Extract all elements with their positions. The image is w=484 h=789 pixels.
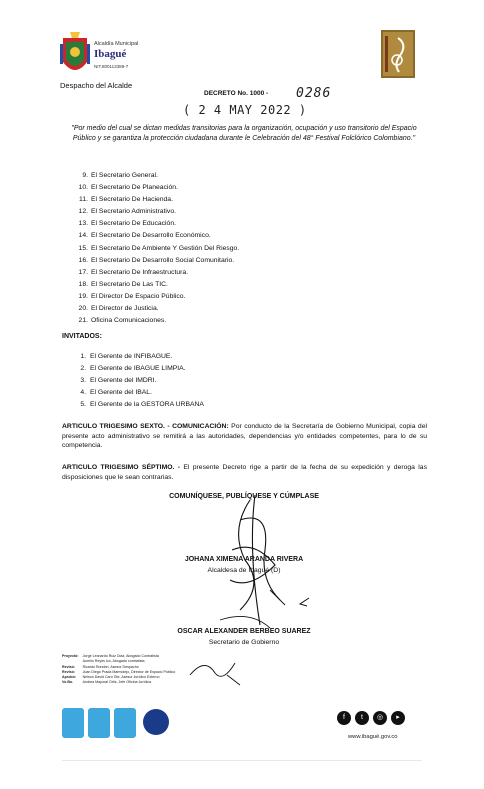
signer2-name: OSCAR ALEXANDER BERBEO SUAREZ (177, 628, 311, 635)
footer-divider (62, 760, 422, 761)
list-item-text: Oficina Comunicaciones. (91, 317, 167, 325)
list-item (76, 291, 239, 303)
article-36 (62, 422, 427, 451)
youtube-icon[interactable]: ▸ (391, 711, 405, 725)
credits-initials-scrawl (185, 655, 245, 690)
list-item-number: 14. (78, 232, 88, 240)
list-item (76, 255, 239, 267)
invitados-heading: INVITADOS: (62, 333, 102, 340)
icontec-badge-1 (62, 708, 84, 738)
list-item-number: 15. (78, 244, 88, 252)
org-name: Ibagué (94, 48, 127, 60)
list-item-text: El Gerente del IMDRI. (90, 377, 157, 384)
credit-person: Aurelio Reyes Ico, Abogado contratista (82, 659, 145, 664)
list-item (76, 375, 204, 387)
list-item-text: El Secretario De Planeación. (91, 184, 178, 192)
office-label: Despacho del Alcalde (60, 81, 133, 90)
instagram-icon[interactable]: ◎ (373, 711, 387, 725)
list-item-text: El Secretario De Desarrollo Económico. (91, 232, 211, 240)
org-nit: NIT.800113389-7 (94, 64, 129, 69)
list-item-number: 10. (78, 184, 88, 192)
credit-person: Andrea Mayoral Ortiz, Jefe Oficina Jurídica (82, 680, 152, 685)
closing-formula: COMUNÍQUESE, PUBLÍQUESE Y CÚMPLASE (169, 493, 319, 500)
list-item-text: El Gerente de IBAGUE LIMPIA. (90, 365, 186, 372)
list-item (76, 351, 204, 363)
members-list (76, 170, 239, 327)
list-item (76, 170, 239, 182)
signer1-name: JOHANA XIMENA ARANDA RIVERA (184, 556, 304, 563)
list-item-text: El Gerente del IBAL. (90, 389, 152, 396)
certification-seal (143, 709, 169, 735)
list-item-text: El Secretario De Infraestructura. (91, 268, 189, 276)
article-37-body: El presente Decreto rige a partir de la fecha de su expedición y deroga las disposiciones que le sean contrarias. (62, 464, 427, 481)
list-item (76, 243, 239, 255)
credit-role: Revisó: (62, 664, 75, 669)
list-item (76, 399, 204, 411)
list-item-number: 18. (78, 280, 88, 288)
article-36-heading: ARTICULO TRIGESIMO SEXTO. - COMUNICACIÓN: (62, 423, 229, 430)
list-item-text: El Secretario De Educación. (91, 220, 177, 228)
article-37-heading: ARTICULO TRIGESIMO SÉPTIMO. - (62, 464, 181, 471)
list-item-text: El Secretario General. (91, 172, 158, 179)
festival-logo (381, 30, 415, 78)
credit-person: Juan Diego Prada Marmolejo, Director de Espacio Público (82, 669, 176, 674)
credit-role: Aprobó: (62, 675, 76, 680)
list-item-number: 1. (80, 353, 86, 360)
signer1-role: Alcaldesa de Ibagué (D) (207, 567, 281, 574)
list-item-number: 4. (80, 389, 86, 396)
list-item-number: 11. (79, 196, 88, 204)
credit-role: Proyectó: (62, 654, 79, 658)
credit-person: Nelson David Caro Gte, Asesor Jurídico Externo (82, 675, 160, 680)
list-item-number: 13. (78, 220, 88, 228)
facebook-icon[interactable]: f (337, 711, 351, 725)
list-item (76, 279, 239, 291)
list-item (76, 267, 239, 279)
invitados-list (76, 351, 204, 411)
credit-role: Revisó: (62, 669, 75, 674)
decree-date-stamp: ( 2 4 MAY 2022 ) (183, 103, 307, 117)
signer2-role: Secretario de Gobierno (208, 639, 280, 646)
decree-date: 2 4 MAY 2022 (198, 103, 292, 117)
list-item-text: El Director De Espacio Público. (91, 292, 186, 300)
list-item-text: El Gerente de la GESTORA URBANA (90, 401, 204, 408)
list-item-number: 2. (80, 365, 86, 372)
list-item-number: 12. (78, 208, 88, 216)
article-37 (62, 463, 427, 482)
decree-number-label: DECRETO No. 1000 - (204, 90, 269, 97)
list-item-text: El Secretario De Desarrollo Social Comunitario. (91, 256, 235, 264)
list-item (76, 363, 204, 375)
list-item-text: El Gerente de INFIBAGUE. (90, 353, 173, 360)
credits-table (62, 654, 179, 686)
list-item-text: El Secretario De Hacienda. (91, 196, 173, 204)
decree-title: "Por medio del cual se dictan medidas transitorias para la organización, ocupación y uso transitorio del Espacio Público y se garantiza la protección ciudadana durante le Celebración del 48° Festival Folclórico Colombiano." (71, 125, 417, 142)
credit-person: Ricardo Rondón, Asesor Despacho (82, 664, 139, 669)
list-item-number: 16. (78, 256, 88, 264)
list-item (76, 182, 239, 194)
initials-mark (297, 595, 311, 609)
list-item-text: El Secretario De Ambiente Y Gestión Del Riesgo. (91, 244, 240, 252)
credit-person: Jorge Leonardo Ruiz Díaz, Abogado Contratista (82, 654, 159, 658)
list-item (76, 194, 239, 206)
list-item (76, 303, 239, 315)
credit-role: Vo.Bo. (62, 680, 74, 685)
list-item-text: El Director de Justicia. (91, 305, 159, 313)
list-item (76, 315, 239, 327)
list-item-number: 9. (82, 172, 88, 179)
decree-number-handwritten: 0286 (296, 86, 332, 101)
icontec-badge-2 (88, 708, 110, 738)
coat-of-arms-logo (60, 28, 90, 80)
list-item-number: 3. (80, 377, 86, 384)
list-item (76, 230, 239, 242)
list-item-number: 20. (78, 305, 88, 313)
credit-row (62, 680, 179, 685)
twitter-icon[interactable]: t (355, 711, 369, 725)
list-item-number: 17. (78, 268, 88, 276)
list-item-text: El Secretario De Las TIC. (91, 280, 168, 288)
list-item (76, 218, 239, 230)
icontec-badge-3 (114, 708, 136, 738)
article-36-body: Por conducto de la Secretaría de Gobierno Municipal, copia del presente acto administrativo se remitirá a las autoridades, dependencias y/o entidades competentes, para lo de su competencia. (62, 423, 427, 449)
list-item-text: El Secretario Administrativo. (91, 208, 176, 216)
list-item-number: 5. (80, 401, 86, 408)
org-line1: Alcaldía Municipal (94, 41, 139, 47)
list-item (76, 206, 239, 218)
list-item (76, 387, 204, 399)
list-item-number: 21. (78, 317, 88, 325)
website-link[interactable]: www.ibagué.gov.co (348, 734, 398, 740)
list-item-number: 19. (78, 292, 88, 300)
